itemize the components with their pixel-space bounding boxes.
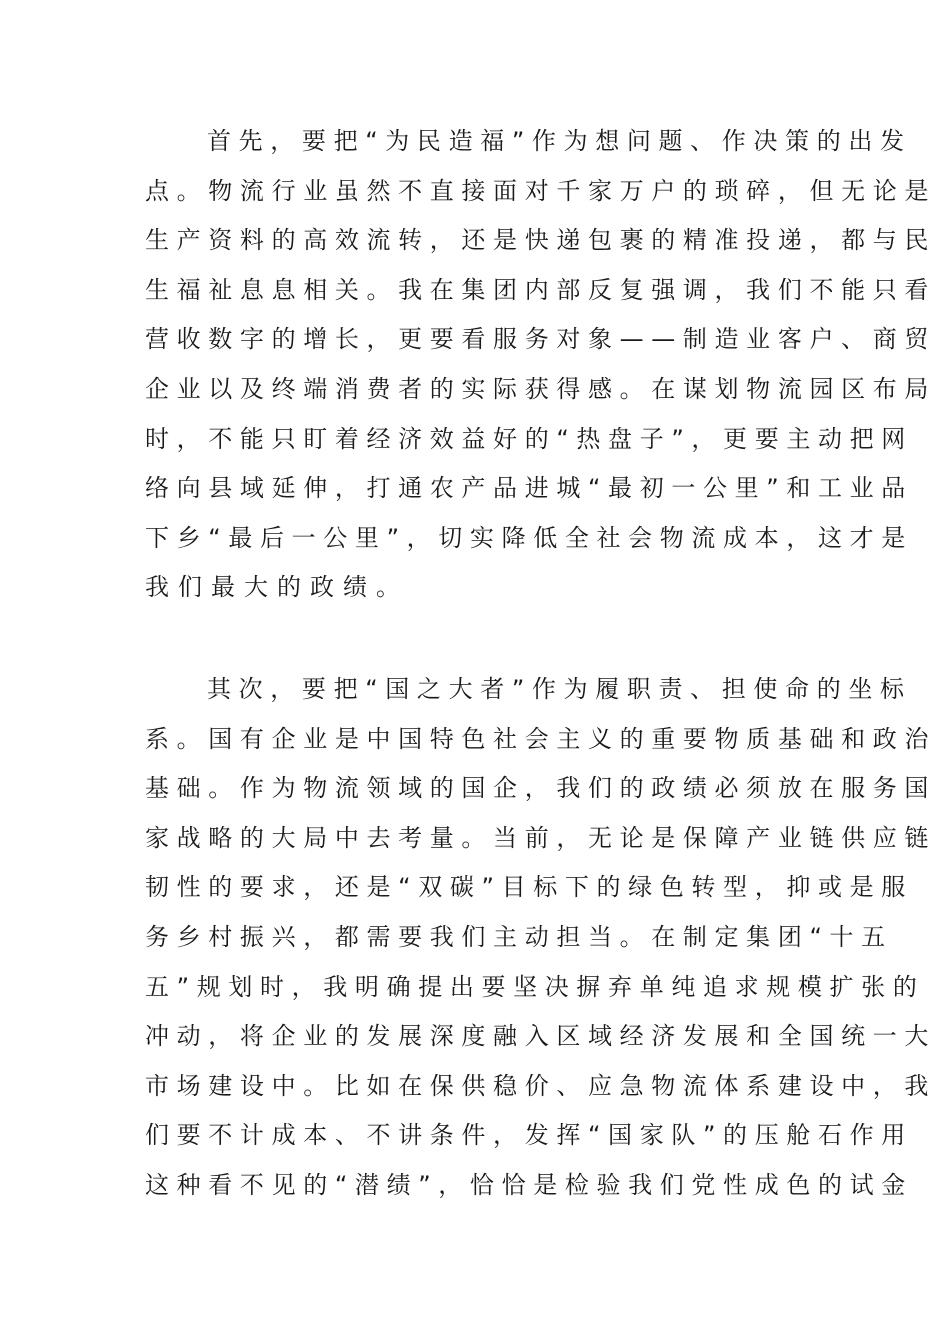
text-line: 企 业 以 及 终 端 消 费 者 的 实 际 获 得 感 。 在 谋 划 物 流 园 区 布 局 xyxy=(145,374,929,403)
text-line: 基 础 。 作 为 物 流 领 域 的 国 企 ， 我 们 的 政 绩 必 须 放 在 服 务 国 xyxy=(145,774,929,803)
text-line: 点 。 物 流 行 业 虽 然 不 直 接 面 对 千 家 万 户 的 琐 碎 ， 但 无 论 是 xyxy=(145,176,929,205)
text-line: 韧 性 的 要 求 ， 还 是 “ 双 碳 ” 目 标 下 的 绿 色 转 型 ， 抑 或 是 服 xyxy=(145,873,906,902)
text-line: 市 场 建 设 中 。 比 如 在 保 供 稳 价 、 应 急 物 流 体 系 建 设 中 ， 我 xyxy=(145,1071,929,1100)
text-line: 家 战 略 的 大 局 中 去 考 量 。 当 前 ， 无 论 是 保 障 产 业 链 供 应 链 xyxy=(145,823,929,852)
text-line: 这 种 看 不 见 的 “ 潜 绩 ” ， 恰 恰 是 检 验 我 们 党 性 成 色 的 试 金 xyxy=(145,1170,906,1199)
text-line: 下 乡 “ 最 后 一 公 里 ” ， 切 实 降 低 全 社 会 物 流 成 本 ， 这 才 是 xyxy=(145,523,906,552)
text-line: 时 ， 不 能 只 盯 着 经 济 效 益 好 的 “ 热 盘 子 ” ， 更 要 主 动 把 网 xyxy=(145,424,906,453)
text-line: 生 福 祉 息 息 相 关 。 我 在 集 团 内 部 反 复 强 调 ， 我 们 不 能 只 看 xyxy=(145,275,929,304)
text-line: 首 先 ， 要 把 “ 为 民 造 福 ” 作 为 想 问 题 、 作 决 策 的 出 发 xyxy=(207,127,904,155)
text-line: 生 产 资 料 的 高 效 流 转 ， 还 是 快 递 包 裹 的 精 准 投 递 ， 都 与 民 xyxy=(145,226,929,255)
paragraph-2 xyxy=(145,665,929,1211)
text-line: 我们最大的政绩。 xyxy=(145,573,409,602)
text-line: 系 。 国 有 企 业 是 中 国 特 色 社 会 主 义 的 重 要 物 质 基 础 和 政 治 xyxy=(145,724,929,753)
text-line: 务 乡 村 振 兴 ， 都 需 要 我 们 主 动 担 当 。 在 制 定 集 团 “ 十 五 xyxy=(145,922,886,951)
text-line: 络 向 县 域 延 伸 ， 打 通 农 产 品 进 城 “ 最 初 一 公 里 ” 和 工 业 品 xyxy=(145,474,906,503)
text-line: 们 要 不 计 成 本 、 不 讲 条 件 ， 发 挥 “ 国 家 队 ” 的 压 舱 石 作 用 xyxy=(145,1121,906,1150)
paragraph-1 xyxy=(145,117,929,613)
text-line: 冲 动 ， 将 企 业 的 发 展 深 度 融 入 区 域 经 济 发 展 和 全 国 统 一 大 xyxy=(145,1022,929,1051)
text-line: 营 收 数 字 的 增 长 ， 更 要 看 服 务 对 象 — — 制 造 业 客 户 、 商 贸 xyxy=(145,325,929,354)
text-line: 五 ” 规 划 时 ， 我 明 确 提 出 要 坚 决 摒 弃 单 纯 追 求 规 模 扩 张 的 xyxy=(145,972,917,1001)
text-line: 其 次 ， 要 把 “ 国 之 大 者 ” 作 为 履 职 责 、 担 使 命 的 坐 标 xyxy=(207,675,904,703)
